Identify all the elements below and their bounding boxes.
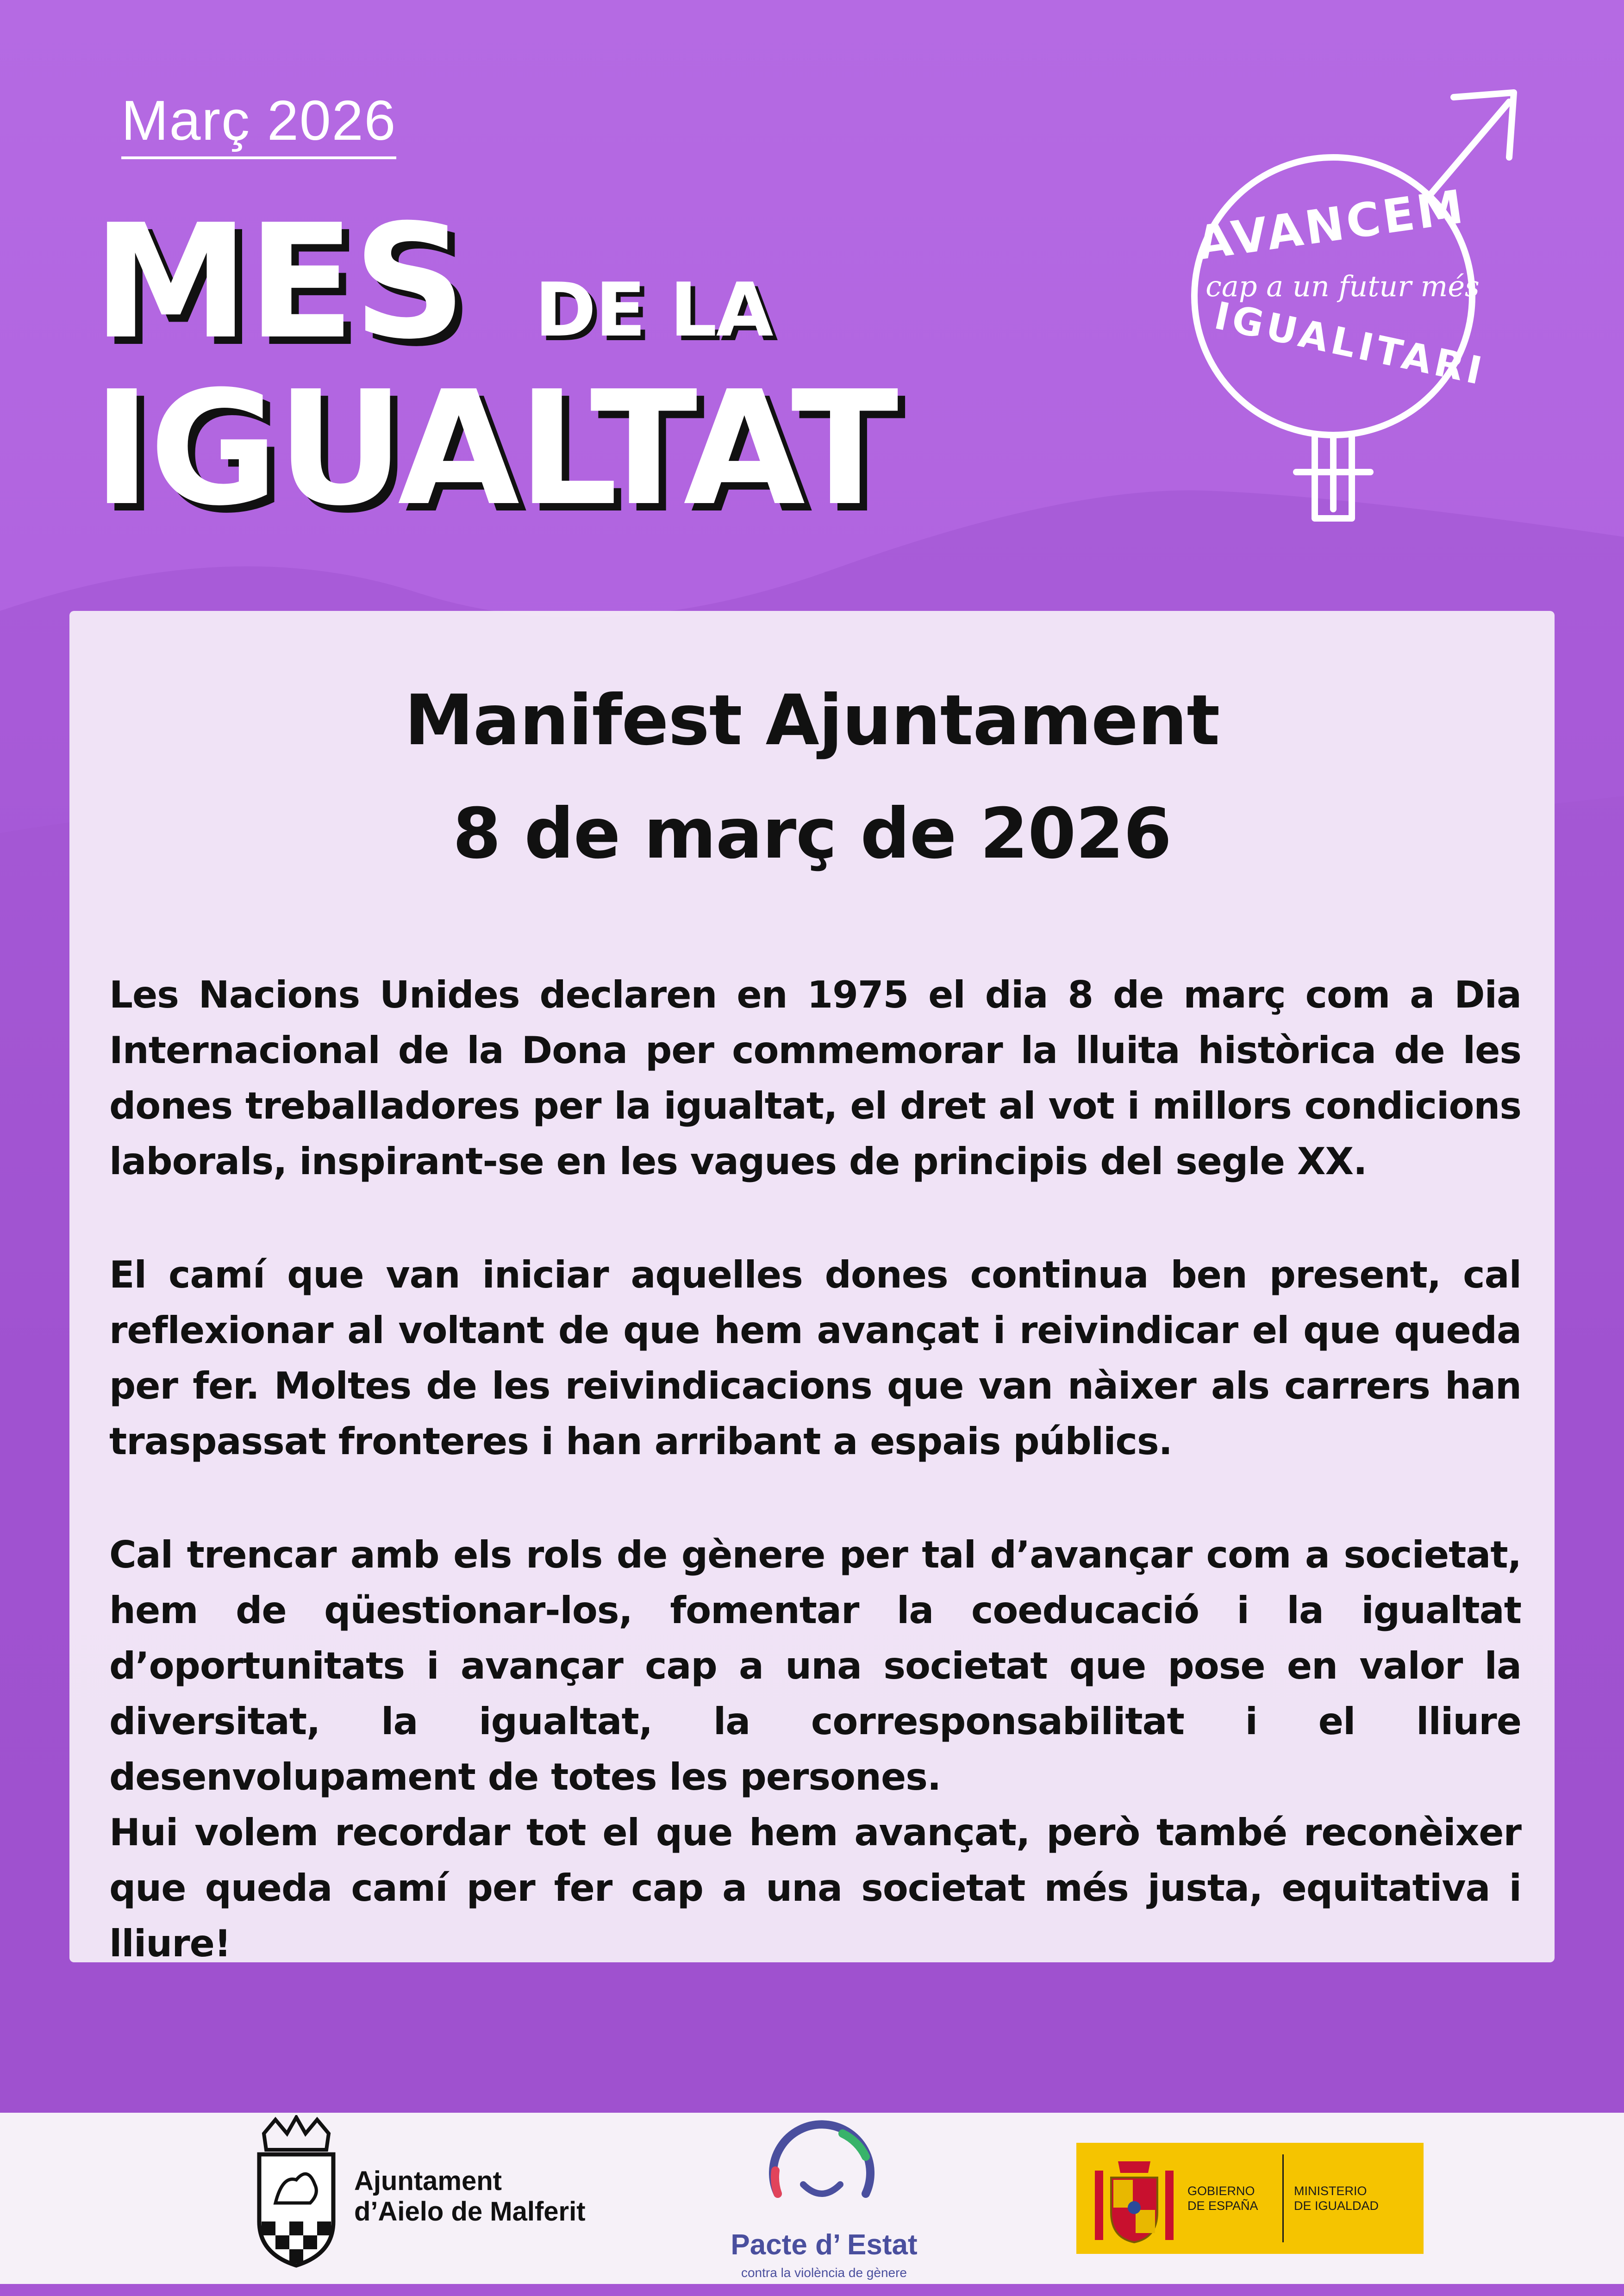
spain-coat-of-arms-icon [1090,2152,1178,2245]
manifest-card [69,611,1555,1965]
ajuntament-name [354,2166,586,2227]
manifest-subtitle: 8 de març de 2026 [452,794,1172,874]
ministerio-line1: MINISTERIO [1294,2184,1367,2198]
footer-strip [0,2284,1624,2296]
ministerio-line2: DE IGUALDAD [1294,2199,1379,2213]
ajuntament-line2: d’Aielo de Malferit [354,2196,586,2227]
title-de-la: DE LA [535,267,773,353]
pacte-subtitle: contra la violència de gènere [741,2265,907,2280]
title-mes: MES [93,191,465,374]
ministerio-text [1294,2184,1379,2213]
paragraph-3: Cal trencar amb els rols de gènere per tal d’avançar com a societat, hem de qüestionar-los, fomentar la coeducació i la igualtat d’oportunitats i avançar cap a una societat que pose en valor la diversitat, la igualtat, la corresponsabilitat i el lliure desenvolupament de totes les persones. [109,1533,1521,1798]
ajuntament-shield-icon [250,2115,343,2268]
paragraph-2: El camí que van iniciar aquelles dones continua ben present, cal reflexionar al voltant de que hem avançat i reivindicar el que queda per fer. Moltes de les reivindicacions que van nàixer als carrers han traspassat fronteres i han arribant a espais públics. [109,1253,1521,1463]
pacte-name: Pacte d’ Estat [731,2229,918,2261]
ajuntament-line1: Ajuntament [354,2166,502,2196]
emblem-bottom-text: IGUALITARI [1210,293,1489,394]
title-igualtat: IGUALTAT [93,357,897,541]
gobierno-divider [1282,2154,1284,2242]
paragraph-1: Les Nacions Unides declaren en 1975 el dia 8 de març com a Dia Internacional de la Dona per commemorar la lluita històrica de les dones treballadores per la igualtat, el dret al vot i millors condicions laborals, inspirant-se en les vagues de principis del segle XX. [109,973,1521,1183]
gobierno-text [1187,2184,1258,2213]
gobierno-line1: GOBIERNO [1187,2184,1255,2198]
manifest-title: Manifest Ajuntament [404,680,1220,761]
pacte-smile-icon [750,2115,893,2231]
gobierno-line2: DE ESPAÑA [1187,2199,1258,2213]
date-label: Març 2026 [121,88,396,159]
venus-mars-emblem-icon [1157,56,1551,546]
emblem-top-text: AVANCEM [1193,179,1469,271]
emblem-middle-text: cap a un futur més [1206,269,1480,303]
paragraph-4: Hui volem recordar tot el que hem avançat, però també reconèixer que queda camí per fer cap a una societat més justa, equitativa i lliure! [109,1811,1521,1965]
gobierno-logo [1076,2143,1424,2254]
